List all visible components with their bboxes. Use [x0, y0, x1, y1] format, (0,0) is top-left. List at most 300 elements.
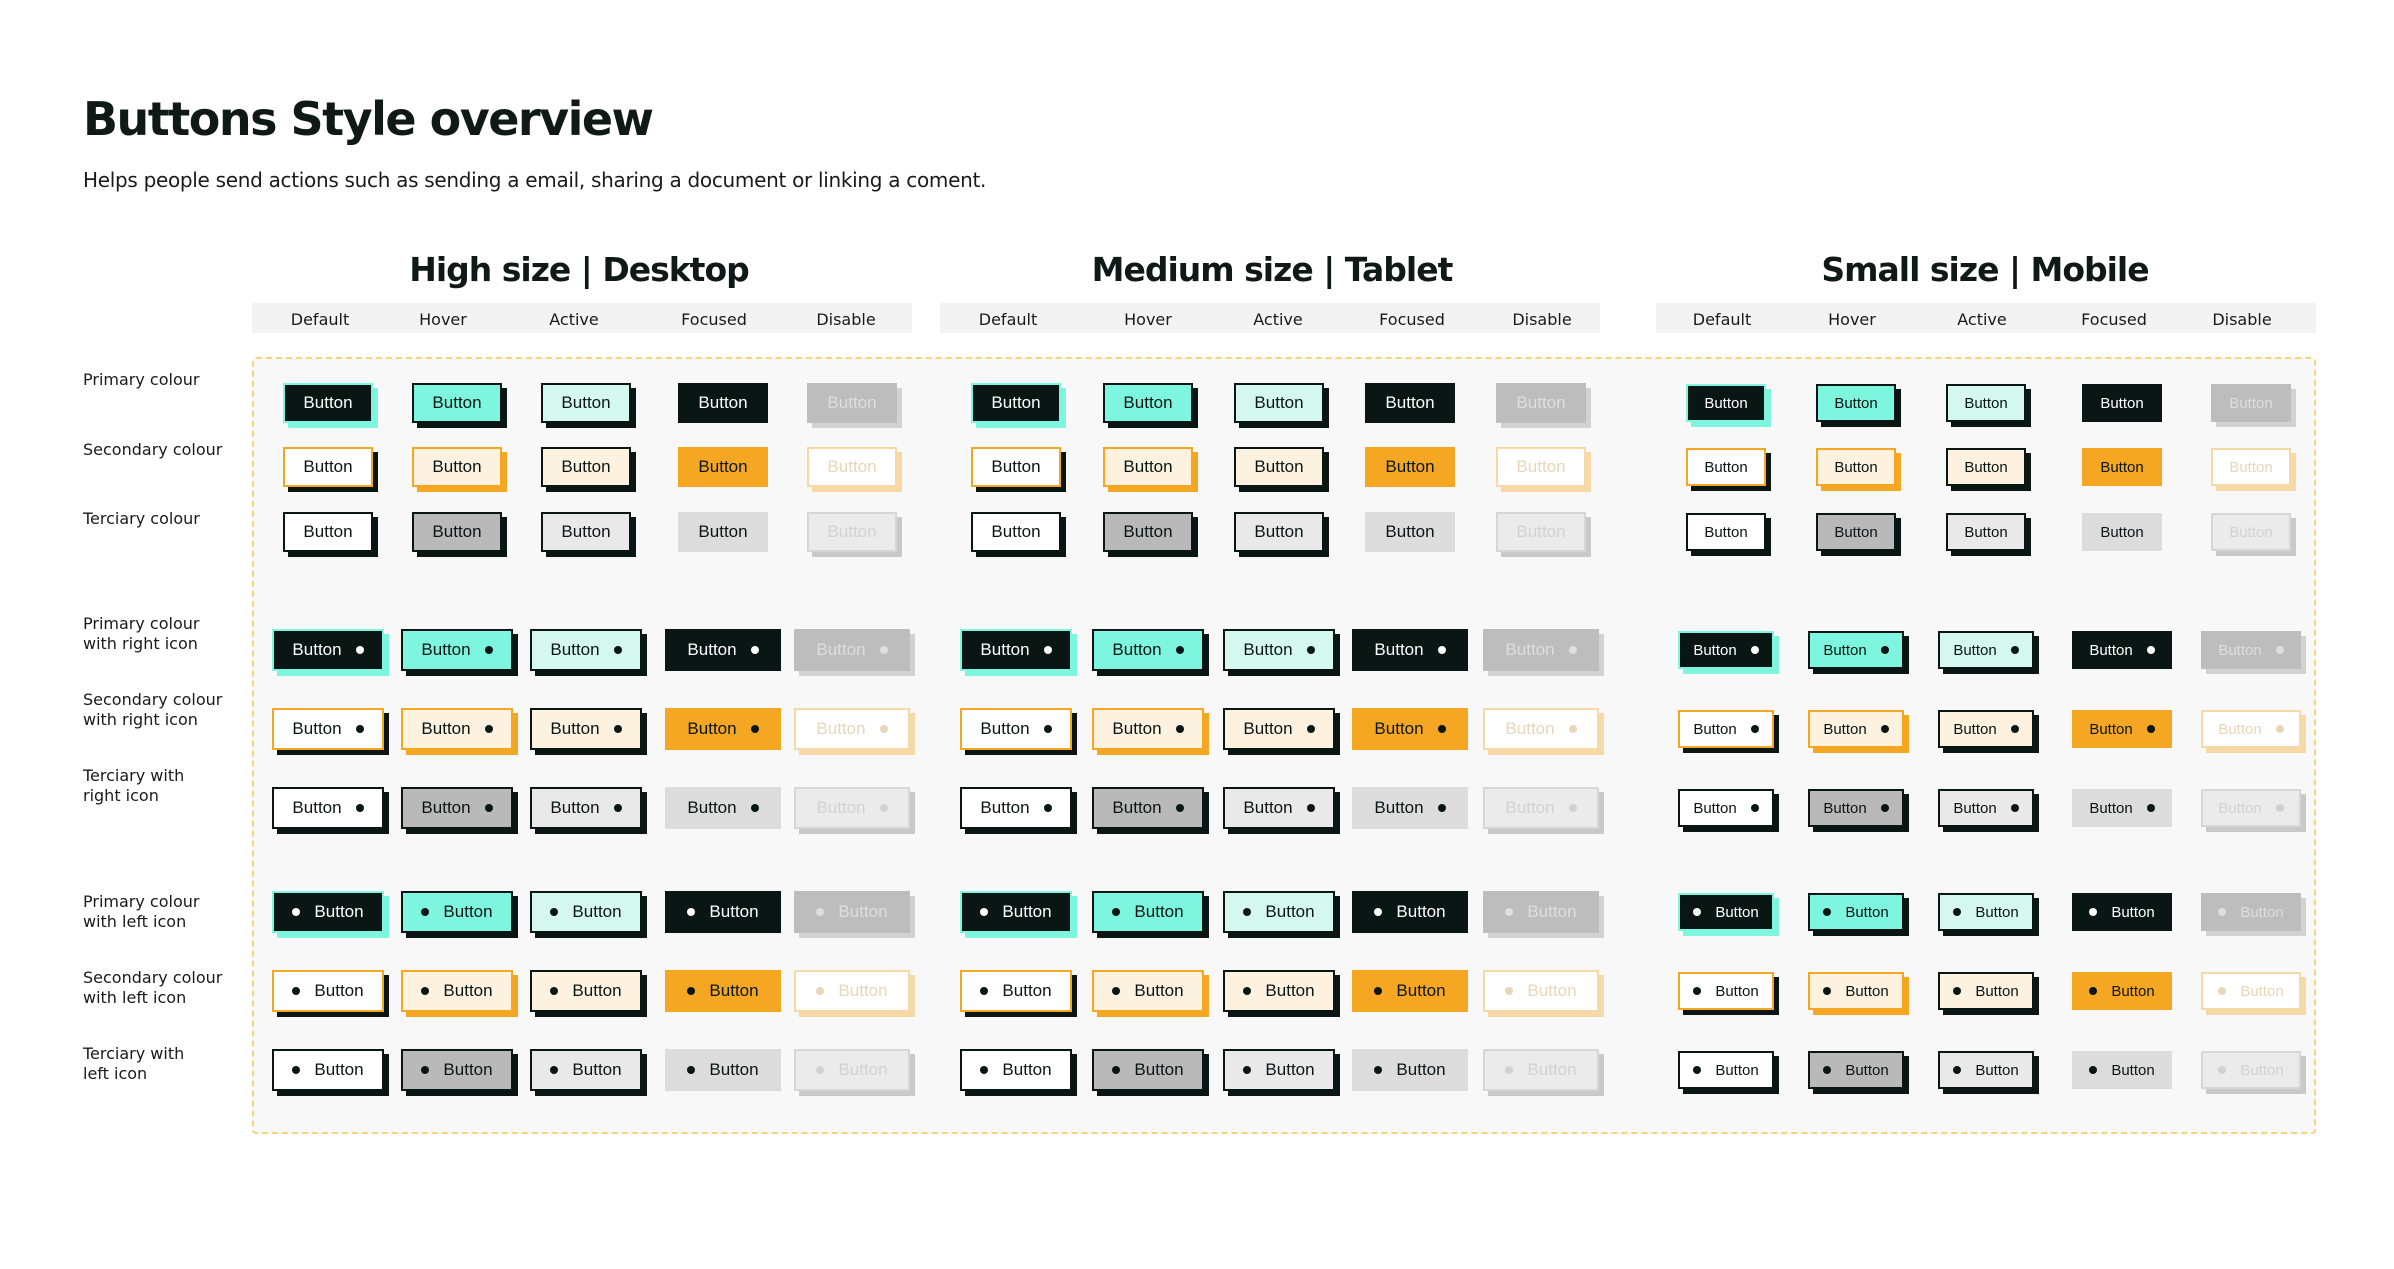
secondary-none-small-active-button[interactable]: [1946, 448, 2026, 486]
primary-none-small-focused-button[interactable]: [2082, 384, 2162, 422]
primary-none-medium-hover-button[interactable]: [1103, 383, 1193, 423]
primary-left-high-default-button[interactable]: [272, 891, 384, 933]
dot-icon: [1243, 987, 1251, 995]
button-label: Button: [292, 798, 342, 817]
secondary-left-high-disable-button: [794, 970, 910, 1012]
primary-right-small-disable-button: [2201, 631, 2301, 669]
dot-icon: [816, 908, 824, 916]
row-label-primary-right: Primary colour with right icon: [83, 614, 200, 653]
dot-icon: [1569, 646, 1577, 654]
dot-icon: [1176, 725, 1184, 733]
dot-icon: [1953, 908, 1961, 916]
dot-icon: [1307, 804, 1315, 812]
dot-icon: [880, 646, 888, 654]
button-label: Button: [1516, 522, 1566, 541]
secondary-left-medium-focused-button[interactable]: [1352, 970, 1468, 1012]
dot-icon: [1751, 725, 1759, 733]
button-label: Button: [1834, 523, 1878, 541]
secondary-right-high-active-button[interactable]: [530, 708, 642, 750]
button-label: Button: [687, 719, 737, 738]
terciary-left-medium-focused-button[interactable]: [1352, 1049, 1468, 1091]
dot-icon: [1505, 908, 1513, 916]
primary-right-high-default-button[interactable]: [272, 629, 384, 671]
button-label: Button: [303, 457, 353, 476]
primary-right-small-default-button[interactable]: [1678, 631, 1774, 669]
row-label-terciary-left: Terciary with left icon: [83, 1044, 185, 1083]
dot-icon: [1881, 646, 1889, 654]
terciary-none-high-hover-button[interactable]: [412, 512, 502, 552]
dot-icon: [356, 804, 364, 812]
button-label: Button: [1505, 719, 1555, 738]
terciary-right-high-hover-button[interactable]: [401, 787, 513, 829]
dot-icon: [1243, 1066, 1251, 1074]
button-label: Button: [421, 640, 471, 659]
state-header-high: [252, 303, 912, 333]
button-label: Button: [816, 640, 866, 659]
primary-none-high-hover-button[interactable]: [412, 383, 502, 423]
terciary-none-medium-default-button[interactable]: [971, 512, 1061, 552]
dot-icon: [1881, 725, 1889, 733]
primary-left-small-focused-button[interactable]: [2072, 893, 2172, 931]
button-label: Button: [2089, 799, 2133, 817]
button-label: Button: [1374, 798, 1424, 817]
secondary-left-high-default-button[interactable]: [272, 970, 384, 1012]
dot-icon: [614, 804, 622, 812]
dot-icon: [1823, 1066, 1831, 1074]
state-label-focused: Focused: [1379, 310, 1445, 329]
terciary-right-small-active-button[interactable]: [1938, 789, 2034, 827]
button-label: Button: [1385, 393, 1435, 412]
dot-icon: [1112, 908, 1120, 916]
primary-left-small-hover-button[interactable]: [1808, 893, 1904, 931]
dot-icon: [356, 646, 364, 654]
button-label: Button: [1704, 394, 1748, 412]
primary-none-medium-focused-button[interactable]: [1365, 383, 1455, 423]
terciary-right-medium-default-button[interactable]: [960, 787, 1072, 829]
primary-left-medium-disable-button: [1483, 891, 1599, 933]
terciary-right-medium-disable-button: [1483, 787, 1599, 829]
row-label-secondary-none: Secondary colour: [83, 440, 223, 459]
secondary-right-high-default-button[interactable]: [272, 708, 384, 750]
terciary-right-small-focused-button[interactable]: [2072, 789, 2172, 827]
terciary-right-medium-hover-button[interactable]: [1092, 787, 1204, 829]
button-label: Button: [1112, 719, 1162, 738]
primary-none-small-default-button[interactable]: [1686, 384, 1766, 422]
terciary-none-high-disable-button: [807, 512, 897, 552]
terciary-right-small-default-button[interactable]: [1678, 789, 1774, 827]
group-title-high: High size | Desktop: [409, 250, 749, 289]
terciary-none-medium-disable-button: [1496, 512, 1586, 552]
primary-right-medium-active-button[interactable]: [1223, 629, 1335, 671]
terciary-none-high-default-button[interactable]: [283, 512, 373, 552]
secondary-left-small-focused-button[interactable]: [2072, 972, 2172, 1010]
button-label: Button: [1385, 457, 1435, 476]
button-label: Button: [1527, 1060, 1577, 1079]
dot-icon: [880, 804, 888, 812]
primary-left-high-focused-button[interactable]: [665, 891, 781, 933]
primary-none-small-disable-button: [2211, 384, 2291, 422]
dot-icon: [751, 725, 759, 733]
terciary-none-medium-active-button[interactable]: [1234, 512, 1324, 552]
dot-icon: [1823, 987, 1831, 995]
button-label: Button: [1396, 902, 1446, 921]
button-label: Button: [991, 522, 1041, 541]
button-label: Button: [816, 798, 866, 817]
terciary-right-medium-focused-button[interactable]: [1352, 787, 1468, 829]
button-label: Button: [432, 457, 482, 476]
primary-left-high-disable-button: [794, 891, 910, 933]
secondary-left-high-hover-button[interactable]: [401, 970, 513, 1012]
primary-left-high-hover-button[interactable]: [401, 891, 513, 933]
dot-icon: [1438, 725, 1446, 733]
button-label: Button: [1975, 1061, 2019, 1079]
button-label: Button: [1254, 393, 1304, 412]
dot-icon: [2089, 987, 2097, 995]
terciary-left-high-active-button[interactable]: [530, 1049, 642, 1091]
dot-icon: [2089, 908, 2097, 916]
primary-left-medium-default-button[interactable]: [960, 891, 1072, 933]
secondary-left-medium-default-button[interactable]: [960, 970, 1072, 1012]
button-label: Button: [550, 640, 600, 659]
button-label: Button: [827, 457, 877, 476]
secondary-none-small-disable-button: [2211, 448, 2291, 486]
dot-icon: [980, 908, 988, 916]
button-label: Button: [2229, 523, 2273, 541]
button-label: Button: [443, 1060, 493, 1079]
dot-icon: [1243, 908, 1251, 916]
button-label: Button: [2100, 394, 2144, 412]
button-label: Button: [2100, 458, 2144, 476]
dot-icon: [2147, 804, 2155, 812]
secondary-left-medium-hover-button[interactable]: [1092, 970, 1204, 1012]
button-label: Button: [1374, 640, 1424, 659]
dot-icon: [1569, 725, 1577, 733]
terciary-left-medium-disable-button: [1483, 1049, 1599, 1091]
button-label: Button: [1385, 522, 1435, 541]
dot-icon: [980, 1066, 988, 1074]
dot-icon: [2218, 987, 2226, 995]
button-label: Button: [1243, 719, 1293, 738]
secondary-left-small-default-button[interactable]: [1678, 972, 1774, 1010]
button-label: Button: [1975, 903, 2019, 921]
primary-none-small-hover-button[interactable]: [1816, 384, 1896, 422]
button-label: Button: [698, 522, 748, 541]
button-label: Button: [980, 798, 1030, 817]
button-label: Button: [1396, 1060, 1446, 1079]
terciary-left-high-hover-button[interactable]: [401, 1049, 513, 1091]
button-label: Button: [827, 393, 877, 412]
primary-none-high-active-button[interactable]: [541, 383, 631, 423]
terciary-none-small-focused-button[interactable]: [2082, 513, 2162, 551]
primary-none-medium-default-button[interactable]: [971, 383, 1061, 423]
button-label: Button: [2240, 1061, 2284, 1079]
button-label: Button: [1243, 640, 1293, 659]
secondary-left-high-focused-button[interactable]: [665, 970, 781, 1012]
group-title-small: Small size | Mobile: [1821, 250, 2149, 289]
primary-right-small-active-button[interactable]: [1938, 631, 2034, 669]
button-label: Button: [2111, 1061, 2155, 1079]
button-label: Button: [1002, 981, 1052, 1000]
secondary-none-high-default-button[interactable]: [283, 447, 373, 487]
terciary-right-high-active-button[interactable]: [530, 787, 642, 829]
dot-icon: [687, 908, 695, 916]
terciary-left-medium-default-button[interactable]: [960, 1049, 1072, 1091]
button-label: Button: [572, 1060, 622, 1079]
button-label: Button: [1002, 902, 1052, 921]
button-label: Button: [2240, 903, 2284, 921]
secondary-right-high-focused-button[interactable]: [665, 708, 781, 750]
primary-left-small-disable-button: [2201, 893, 2301, 931]
state-label-hover: Hover: [419, 310, 467, 329]
button-label: Button: [561, 522, 611, 541]
primary-none-high-default-button[interactable]: [283, 383, 373, 423]
secondary-right-small-focused-button[interactable]: [2072, 710, 2172, 748]
dot-icon: [816, 1066, 824, 1074]
button-label: Button: [1964, 523, 2008, 541]
button-label: Button: [1693, 641, 1737, 659]
secondary-right-small-disable-button: [2201, 710, 2301, 748]
secondary-right-small-hover-button[interactable]: [1808, 710, 1904, 748]
button-label: Button: [1396, 981, 1446, 1000]
primary-right-high-active-button[interactable]: [530, 629, 642, 671]
button-label: Button: [1715, 1061, 1759, 1079]
button-label: Button: [2089, 720, 2133, 738]
secondary-none-small-focused-button[interactable]: [2082, 448, 2162, 486]
button-label: Button: [432, 522, 482, 541]
page-title: Buttons Style overview: [83, 92, 653, 146]
primary-right-medium-focused-button[interactable]: [1352, 629, 1468, 671]
button-label: Button: [561, 457, 611, 476]
button-label: Button: [2229, 458, 2273, 476]
button-label: Button: [1693, 720, 1737, 738]
terciary-none-small-disable-button: [2211, 513, 2291, 551]
terciary-left-small-active-button[interactable]: [1938, 1051, 2034, 1089]
dot-icon: [614, 646, 622, 654]
dot-icon: [1693, 1066, 1701, 1074]
dot-icon: [1044, 804, 1052, 812]
primary-left-small-active-button[interactable]: [1938, 893, 2034, 931]
terciary-none-medium-focused-button[interactable]: [1365, 512, 1455, 552]
button-label: Button: [2111, 903, 2155, 921]
dot-icon: [485, 804, 493, 812]
button-label: Button: [2111, 982, 2155, 1000]
dot-icon: [1569, 804, 1577, 812]
primary-right-high-focused-button[interactable]: [665, 629, 781, 671]
terciary-left-small-hover-button[interactable]: [1808, 1051, 1904, 1089]
row-label-terciary-right: Terciary with right icon: [83, 766, 185, 805]
button-label: Button: [1254, 457, 1304, 476]
dot-icon: [1953, 1066, 1961, 1074]
dot-icon: [550, 987, 558, 995]
button-label: Button: [991, 393, 1041, 412]
dot-icon: [292, 908, 300, 916]
state-header-small: [1656, 303, 2316, 333]
state-label-focused: Focused: [681, 310, 747, 329]
button-label: Button: [1505, 798, 1555, 817]
dot-icon: [1438, 804, 1446, 812]
button-label: Button: [2229, 394, 2273, 412]
primary-right-medium-disable-button: [1483, 629, 1599, 671]
secondary-none-medium-hover-button[interactable]: [1103, 447, 1193, 487]
button-label: Button: [698, 393, 748, 412]
button-label: Button: [1953, 799, 1997, 817]
secondary-none-medium-default-button[interactable]: [971, 447, 1061, 487]
terciary-right-high-focused-button[interactable]: [665, 787, 781, 829]
state-label-active: Active: [1253, 310, 1303, 329]
primary-left-medium-focused-button[interactable]: [1352, 891, 1468, 933]
secondary-none-high-active-button[interactable]: [541, 447, 631, 487]
terciary-left-medium-active-button[interactable]: [1223, 1049, 1335, 1091]
button-label: Button: [1516, 393, 1566, 412]
button-label: Button: [1134, 902, 1184, 921]
button-label: Button: [303, 522, 353, 541]
dot-icon: [550, 908, 558, 916]
button-label: Button: [572, 902, 622, 921]
secondary-right-medium-focused-button[interactable]: [1352, 708, 1468, 750]
secondary-right-small-active-button[interactable]: [1938, 710, 2034, 748]
button-label: Button: [1964, 394, 2008, 412]
dot-icon: [292, 987, 300, 995]
button-label: Button: [1112, 640, 1162, 659]
secondary-left-small-active-button[interactable]: [1938, 972, 2034, 1010]
button-label: Button: [1374, 719, 1424, 738]
primary-right-high-hover-button[interactable]: [401, 629, 513, 671]
row-label-primary-none: Primary colour: [83, 370, 200, 389]
dot-icon: [2011, 804, 2019, 812]
dot-icon: [2276, 725, 2284, 733]
button-label: Button: [2240, 982, 2284, 1000]
dot-icon: [550, 1066, 558, 1074]
row-label-secondary-left: Secondary colour with left icon: [83, 968, 223, 1007]
button-label: Button: [709, 981, 759, 1000]
terciary-none-medium-hover-button[interactable]: [1103, 512, 1193, 552]
primary-left-small-default-button[interactable]: [1678, 893, 1774, 931]
secondary-right-medium-disable-button: [1483, 708, 1599, 750]
dot-icon: [2011, 646, 2019, 654]
secondary-left-small-hover-button[interactable]: [1808, 972, 1904, 1010]
secondary-right-medium-hover-button[interactable]: [1092, 708, 1204, 750]
terciary-none-small-active-button[interactable]: [1946, 513, 2026, 551]
terciary-left-high-disable-button: [794, 1049, 910, 1091]
terciary-left-medium-hover-button[interactable]: [1092, 1049, 1204, 1091]
dot-icon: [687, 1066, 695, 1074]
terciary-right-high-default-button[interactable]: [272, 787, 384, 829]
button-label: Button: [421, 798, 471, 817]
secondary-right-small-default-button[interactable]: [1678, 710, 1774, 748]
row-label-terciary-none: Terciary colour: [83, 509, 200, 528]
primary-right-small-focused-button[interactable]: [2072, 631, 2172, 669]
primary-left-medium-hover-button[interactable]: [1092, 891, 1204, 933]
button-label: Button: [1823, 641, 1867, 659]
dot-icon: [1693, 987, 1701, 995]
secondary-none-medium-active-button[interactable]: [1234, 447, 1324, 487]
secondary-left-high-active-button[interactable]: [530, 970, 642, 1012]
terciary-left-small-default-button[interactable]: [1678, 1051, 1774, 1089]
button-label: Button: [816, 719, 866, 738]
dot-icon: [1953, 987, 1961, 995]
state-label-default: Default: [978, 310, 1038, 329]
button-label: Button: [1704, 523, 1748, 541]
button-label: Button: [2089, 641, 2133, 659]
terciary-right-medium-active-button[interactable]: [1223, 787, 1335, 829]
button-label: Button: [443, 902, 493, 921]
state-label-active: Active: [1957, 310, 2007, 329]
terciary-left-high-focused-button[interactable]: [665, 1049, 781, 1091]
secondary-right-medium-default-button[interactable]: [960, 708, 1072, 750]
terciary-none-small-hover-button[interactable]: [1816, 513, 1896, 551]
terciary-none-high-active-button[interactable]: [541, 512, 631, 552]
secondary-none-high-focused-button[interactable]: [678, 447, 768, 487]
secondary-right-high-hover-button[interactable]: [401, 708, 513, 750]
primary-left-medium-active-button[interactable]: [1223, 891, 1335, 933]
button-label: Button: [1123, 457, 1173, 476]
button-label: Button: [550, 798, 600, 817]
dot-icon: [1374, 908, 1382, 916]
button-label: Button: [561, 393, 611, 412]
button-label: Button: [303, 393, 353, 412]
button-label: Button: [1265, 981, 1315, 1000]
button-label: Button: [1975, 982, 2019, 1000]
page-subtitle: Helps people send actions such as sending a email, sharing a document or linking a coment.: [83, 168, 987, 192]
secondary-none-high-hover-button[interactable]: [412, 447, 502, 487]
secondary-none-medium-focused-button[interactable]: [1365, 447, 1455, 487]
dot-icon: [751, 804, 759, 812]
button-label: Button: [1265, 1060, 1315, 1079]
primary-right-medium-hover-button[interactable]: [1092, 629, 1204, 671]
primary-left-high-active-button[interactable]: [530, 891, 642, 933]
button-label: Button: [550, 719, 600, 738]
secondary-none-small-default-button[interactable]: [1686, 448, 1766, 486]
button-label: Button: [991, 457, 1041, 476]
button-label: Button: [1704, 458, 1748, 476]
button-label: Button: [687, 798, 737, 817]
primary-right-medium-default-button[interactable]: [960, 629, 1072, 671]
terciary-right-small-hover-button[interactable]: [1808, 789, 1904, 827]
dot-icon: [2276, 804, 2284, 812]
button-label: Button: [1845, 1061, 1889, 1079]
button-label: Button: [709, 1060, 759, 1079]
terciary-none-small-default-button[interactable]: [1686, 513, 1766, 551]
group-title-medium: Medium size | Tablet: [1091, 250, 1453, 289]
primary-none-small-active-button[interactable]: [1946, 384, 2026, 422]
button-label: Button: [1134, 1060, 1184, 1079]
button-label: Button: [687, 640, 737, 659]
primary-right-small-hover-button[interactable]: [1808, 631, 1904, 669]
dot-icon: [2147, 725, 2155, 733]
terciary-none-high-focused-button[interactable]: [678, 512, 768, 552]
state-label-disable: Disable: [816, 310, 876, 329]
terciary-left-small-focused-button[interactable]: [2072, 1051, 2172, 1089]
button-label: Button: [572, 981, 622, 1000]
dot-icon: [1044, 646, 1052, 654]
dot-icon: [2011, 725, 2019, 733]
button-label: Button: [1527, 902, 1577, 921]
button-label: Button: [1715, 982, 1759, 1000]
dot-icon: [485, 725, 493, 733]
dot-icon: [1374, 987, 1382, 995]
dot-icon: [2147, 646, 2155, 654]
terciary-left-high-default-button[interactable]: [272, 1049, 384, 1091]
button-label: Button: [1527, 981, 1577, 1000]
secondary-left-medium-active-button[interactable]: [1223, 970, 1335, 1012]
button-label: Button: [1265, 902, 1315, 921]
secondary-none-small-hover-button[interactable]: [1816, 448, 1896, 486]
state-label-default: Default: [290, 310, 350, 329]
secondary-right-medium-active-button[interactable]: [1223, 708, 1335, 750]
primary-none-medium-active-button[interactable]: [1234, 383, 1324, 423]
state-label-disable: Disable: [1512, 310, 1572, 329]
primary-none-high-focused-button[interactable]: [678, 383, 768, 423]
